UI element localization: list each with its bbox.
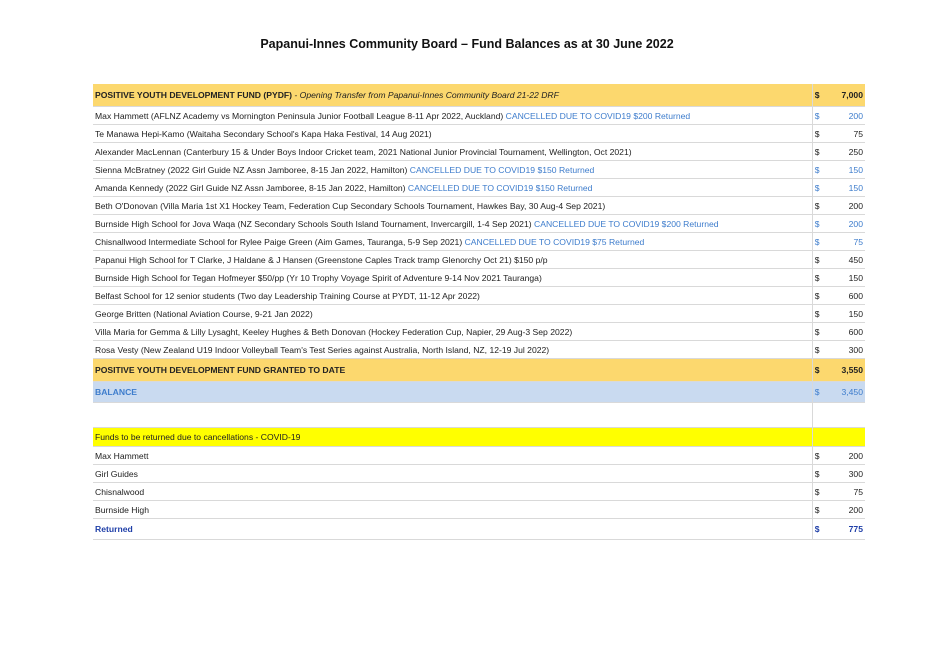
opening-amount[interactable]: 7,000 (834, 84, 865, 107)
currency-symbol: $ (812, 501, 834, 519)
returned-item-name[interactable]: Girl Guides (93, 465, 812, 483)
grant-description: Burnside High School for Jova Waqa (NZ Secondary Schools South Island Tournament, Invercargill, 1-4 Sep 2021) (95, 218, 534, 229)
currency-symbol: $ (812, 84, 834, 107)
grant-description: Belfast School for 12 senior students (Two day Leadership Training Course at PYDT, 11-12 Apr 2022) (95, 290, 480, 301)
grant-description-cell[interactable] (93, 305, 812, 323)
fund-table-body (93, 84, 865, 540)
grant-description-cell[interactable] (93, 251, 812, 269)
currency-symbol: $ (812, 382, 834, 403)
returned-item-name[interactable]: Chisnalwood (93, 483, 812, 501)
currency-symbol: $ (812, 233, 834, 251)
currency-symbol: $ (812, 197, 834, 215)
grant-description-cell[interactable] (93, 269, 812, 287)
grant-amount[interactable]: 200 (834, 197, 865, 215)
currency-symbol: $ (812, 447, 834, 465)
grant-amount[interactable]: 600 (834, 323, 865, 341)
grant-description: Alexander MacLennan (Canterbury 15 & Under Boys Indoor Cricket team, 2021 National Junior Provincial Tournament, Wellington, Oct 2021) (95, 146, 632, 157)
grant-row (93, 161, 865, 179)
grant-description: Chisnallwood Intermediate School for Rylee Paige Green (Aim Games, Tauranga, 5-9 Sep 2021) (95, 236, 465, 247)
returned-item-amount[interactable]: 300 (834, 465, 865, 483)
empty-amount[interactable] (834, 403, 865, 428)
empty-row (93, 403, 865, 428)
grant-description-cell[interactable] (93, 179, 812, 197)
currency-symbol: $ (812, 251, 834, 269)
returned-item-row (93, 465, 865, 483)
grant-row (93, 305, 865, 323)
grant-description: Rosa Vesty (New Zealand U19 Indoor Volleyball Team's Test Series against Australia, North Island, NZ, 12-19 Jul 2022) (95, 344, 550, 355)
grant-description: George Britten (National Aviation Course, 9-21 Jan 2022) (95, 308, 313, 319)
currency-symbol: $ (812, 179, 834, 197)
returned-total-row (93, 519, 865, 540)
balance-row (93, 382, 865, 403)
cancelled-note: CANCELLED DUE TO COVID19 $150 Returned (407, 182, 593, 193)
balance-label[interactable]: BALANCE (93, 382, 812, 403)
grant-description: Villa Maria for Gemma & Lilly Lysaght, Keeley Hughes & Beth Donovan (Hockey Federation Cup, Napier, 29 Aug-3 Sep 2022) (95, 326, 573, 337)
currency-symbol: $ (812, 305, 834, 323)
grant-amount[interactable]: 75 (834, 125, 865, 143)
returned-item-amount[interactable]: 200 (834, 447, 865, 465)
grant-amount[interactable]: 250 (834, 143, 865, 161)
grant-row (93, 287, 865, 305)
grant-amount[interactable]: 200 (834, 107, 865, 125)
grant-description: Te Manawa Hepi-Kamo (Waitaha Secondary School's Kapa Haka Festival, 14 Aug 2021) (95, 128, 432, 139)
grant-amount[interactable]: 300 (834, 341, 865, 359)
currency-symbol: $ (812, 143, 834, 161)
grant-amount[interactable]: 450 (834, 251, 865, 269)
currency-symbol (812, 428, 834, 447)
currency-symbol: $ (812, 519, 834, 540)
grant-description: Beth O'Donovan (Villa Maria 1st X1 Hockey Team, Federation Cup Secondary Schools Tournament, Hawkes Bay, 30 Aug-4 Sep 2021) (95, 200, 606, 211)
grant-description: Papanui High School for T Clarke, J Haldane & J Hansen (Greenstone Caples Track tramp Glenorchy Oct 21) $150 p/p (95, 254, 548, 265)
grant-description-cell[interactable] (93, 341, 812, 359)
grant-amount[interactable]: 150 (834, 269, 865, 287)
covid-header-amount[interactable] (834, 428, 865, 447)
granted-total-amount[interactable]: 3,550 (834, 359, 865, 382)
grant-description-cell[interactable] (93, 125, 812, 143)
grant-row (93, 125, 865, 143)
currency-symbol: $ (812, 359, 834, 382)
grant-row (93, 341, 865, 359)
grant-amount[interactable]: 150 (834, 305, 865, 323)
returned-item-name[interactable]: Burnside High (93, 501, 812, 519)
covid-header-label[interactable]: Funds to be returned due to cancellations - COVID-19 (93, 428, 812, 447)
empty-cell[interactable] (93, 403, 812, 428)
returned-item-row (93, 447, 865, 465)
grant-description-cell[interactable] (93, 323, 812, 341)
fund-header-label: POSITIVE YOUTH DEVELOPMENT FUND (PYDF) (95, 90, 293, 100)
returned-item-name[interactable]: Max Hammett (93, 447, 812, 465)
grant-description-cell[interactable] (93, 233, 812, 251)
currency-symbol (812, 403, 834, 428)
grant-amount[interactable]: 150 (834, 179, 865, 197)
grant-amount[interactable]: 150 (834, 161, 865, 179)
returned-total-amount[interactable]: 775 (834, 519, 865, 540)
cancelled-note: CANCELLED DUE TO COVID19 $150 Returned (409, 164, 595, 175)
page-title: Papanui-Innes Community Board – Fund Balances as at 30 June 2022 (260, 37, 674, 51)
fund-header-cell[interactable] (93, 84, 812, 107)
grant-amount[interactable]: 600 (834, 287, 865, 305)
grant-row (93, 269, 865, 287)
grant-description-cell[interactable] (93, 161, 812, 179)
currency-symbol: $ (812, 107, 834, 125)
currency-symbol: $ (812, 287, 834, 305)
fund-table (93, 84, 865, 540)
currency-symbol: $ (812, 465, 834, 483)
currency-symbol: $ (812, 323, 834, 341)
fund-header-row (93, 84, 865, 107)
grant-description: Burnside High School for Tegan Hofmeyer $50/pp (Yr 10 Trophy Voyage Spirit of Adventure 9-14 Nov 2021 Tauranga) (95, 272, 542, 283)
returned-item-row (93, 501, 865, 519)
currency-symbol: $ (812, 125, 834, 143)
currency-symbol: $ (812, 483, 834, 501)
grant-description-cell[interactable] (93, 215, 812, 233)
cancelled-note: CANCELLED DUE TO COVID19 $200 Returned (505, 110, 691, 121)
currency-symbol: $ (812, 269, 834, 287)
grant-description: Amanda Kennedy (2022 Girl Guide NZ Assn Jamboree, 8-15 Jan 2022, Hamilton) (95, 182, 408, 193)
currency-symbol: $ (812, 341, 834, 359)
grant-description-cell[interactable] (93, 143, 812, 161)
returned-item-amount[interactable]: 75 (834, 483, 865, 501)
grant-description: Max Hammett (AFLNZ Academy vs Mornington Peninsula Junior Football League 8-11 Apr 2022, Auckland) (95, 110, 506, 121)
cancelled-note: CANCELLED DUE TO COVID19 $200 Returned (534, 218, 719, 229)
balance-amount[interactable]: 3,450 (834, 382, 865, 403)
covid-header-row (93, 428, 865, 447)
grant-description-cell[interactable] (93, 287, 812, 305)
grant-row (93, 215, 865, 233)
grant-row (93, 233, 865, 251)
returned-total-label[interactable]: Returned (93, 519, 812, 540)
granted-total-row (93, 359, 865, 382)
grant-amount[interactable]: 200 (834, 215, 865, 233)
returned-item-row (93, 483, 865, 501)
grant-row (93, 323, 865, 341)
returned-item-amount[interactable]: 200 (834, 501, 865, 519)
grant-description-cell[interactable] (93, 107, 812, 125)
currency-symbol: $ (812, 161, 834, 179)
grant-row (93, 197, 865, 215)
currency-symbol: $ (812, 215, 834, 233)
grant-row (93, 251, 865, 269)
grant-amount[interactable]: 75 (834, 233, 865, 251)
granted-total-label[interactable]: POSITIVE YOUTH DEVELOPMENT FUND GRANTED TO DATE (93, 359, 812, 382)
fund-header-subtitle: - Opening Transfer from Papanui-Innes Community Board 21-22 DRF (292, 90, 559, 100)
grant-row (93, 179, 865, 197)
grant-description: Sienna McBratney (2022 Girl Guide NZ Assn Jamboree, 8-15 Jan 2022, Hamilton) (95, 164, 410, 175)
cancelled-note: CANCELLED DUE TO COVID19 $75 Returned (464, 236, 645, 247)
grant-description-cell[interactable] (93, 197, 812, 215)
grant-row (93, 143, 865, 161)
grant-row (93, 107, 865, 125)
